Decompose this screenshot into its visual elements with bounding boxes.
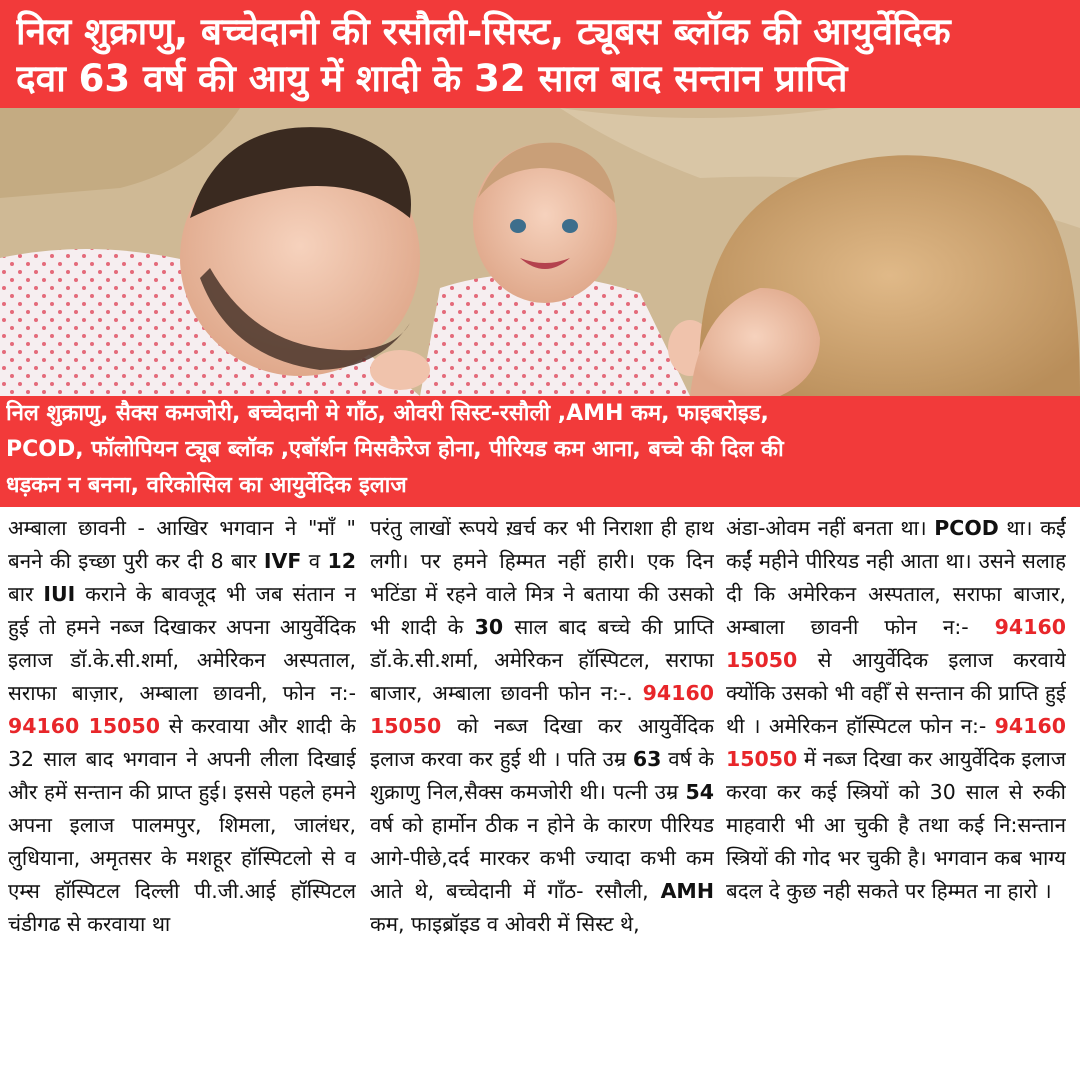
text-run: वर्ष को हार्मोन ठीक न होने के कारण पीरियड आगे-पीछे,दर्द मारकर कभी ज्यादा कभी कम आते थे, बच्चेदानी में गाँठ- रसौली, [370, 813, 714, 903]
ivf-label: IVF [263, 549, 302, 573]
banner-line-1: निल शुक्राणु, सैक्स कमजोरी, बच्चेदानी मे गाँठ, ओवरी सिस्ट-रसौली ,AMH कम, फाइबरोइड, [6, 401, 769, 426]
phone-number: 94160 15050 [8, 714, 160, 738]
amh-label: AMH [660, 879, 714, 903]
conditions-banner [0, 396, 1080, 507]
phone-number: 94160 15050 [726, 714, 1066, 771]
article-body [0, 510, 1080, 1080]
banner-line-3: धड़कन न बनना, वरिकोसिल का आयुर्वेदिक इलाज [6, 473, 407, 498]
text-run: से आयुर्वेदिक इलाज करवाये क्योंकि उसको भी वहीँ से सन्तान की प्राप्ति हुई थी । अमेरिकन हॉस्पिटल फोन न:- [726, 648, 1066, 738]
years-value: 30 [474, 615, 504, 639]
column-1-paragraph [8, 512, 356, 941]
headline-line-1: निल शुक्राणु, बच्चेदानी की रसौली-सिस्ट, ट्यूबस ब्लॉक की आयुर्वेदिक [16, 10, 951, 53]
phone-number: 94160 15050 [726, 615, 1066, 672]
text-run: साल बाद बच्चे की प्राप्ति डॉ.के.सी.शर्मा, अमेरिकन हॉस्पिटल, सराफा बाजार, अम्बाला छावनी फोन न:-. [370, 615, 714, 705]
text-run: से करवाया और शादी के 32 साल बाद भगवान ने अपनी लीला दिखाई और हमें सन्तान की प्राप्त हुई। इससे पहले हमने अपना इलाज पालमपुर, शिमला, जालंधर, लुधियाना, अमृतसर के मशहूर हॉस्पिटलो से व एम्स हॉस्पिटल दिल्ली पी.जी.आई हॉस्पिटल चंडीगढ से करवाया था [8, 714, 356, 936]
article-column-3 [726, 510, 1066, 1080]
text-run: कराने के बावजूद भी जब संतान न हुई तो हमने नब्ज दिखाकर अपना आयुर्वेदिक इलाज डॉ.के.सी.शर्मा, अमेरिकन अस्पताल, सराफा बाज़ार, अम्बाला छावनी, फोन न:- [8, 582, 356, 705]
family-photo [0, 108, 1080, 396]
text-run: कम, फाइब्रॉइड व ओवरी में सिस्ट थे, [370, 912, 640, 936]
text-run: अम्बाला छावनी - आखिर भगवान ने "माँ " बनने की इच्छा पुरी कर दी 8 बार [8, 516, 356, 573]
iui-count: 12 [327, 549, 356, 573]
husband-age: 63 [632, 747, 662, 771]
headline [0, 0, 1080, 108]
banner-line-2: PCOD, फॉलोपियन ट्यूब ब्लॉक ,एबॉर्शन मिसकैरेज होना, पीरियड कम आना, बच्चे की दिल की [6, 437, 784, 462]
family-photo-illustration [0, 108, 1080, 396]
wife-age: 54 [685, 780, 714, 804]
text-run: में नब्ज दिखा कर आयुर्वेदिक इलाज करवा कर कई स्त्रियों को 30 साल से रुकी माहवारी भी आ चुकी है तथा कई नि:सन्तान स्त्रियों की गोद भर चुकी है। भगवान कब भाग्य बदल दे कुछ नही सकते पर हिम्मत ना हारो । [726, 747, 1066, 903]
column-3-paragraph [726, 512, 1066, 908]
phone-number: 94160 15050 [370, 681, 714, 738]
text-run: परंतु लाखों रूपये ख़र्च कर भी निराशा ही हाथ लगी। पर हमने हिम्मत नहीं हारी। एक दिन भटिंडा में रहने वाले मित्र ने बताया की उसको भी शादी के [370, 516, 714, 639]
text-run: को नब्ज दिखा कर आयुर्वेदिक इलाज करवा कर हुई थी । पति उम्र [370, 714, 714, 771]
headline-line-2: दवा 63 वर्ष की आयु में शादी के 32 साल बाद सन्तान प्राप्ति [16, 57, 848, 100]
text-run: बार [8, 582, 44, 606]
pcod-label: PCOD [934, 516, 999, 540]
iui-label: IUI [43, 582, 76, 606]
article-column-2 [370, 510, 714, 1080]
text-run: वर्ष के शुक्राणु निल,सैक्स कमजोरी थी। पत्नी उम्र [370, 747, 714, 804]
text-run: था। कईं कईं महीने पीरियड नही आता था। उसने सलाह दी कि अमेरिकन अस्पताल, सराफा बाजार, अम्बाला छावनी फोन न:- [726, 516, 1066, 639]
column-2-paragraph [370, 512, 714, 941]
text-run: व [301, 549, 328, 573]
article-column-1 [8, 510, 356, 1080]
text-run: अंडा-ओवम नहीं बनता था। [726, 516, 935, 540]
